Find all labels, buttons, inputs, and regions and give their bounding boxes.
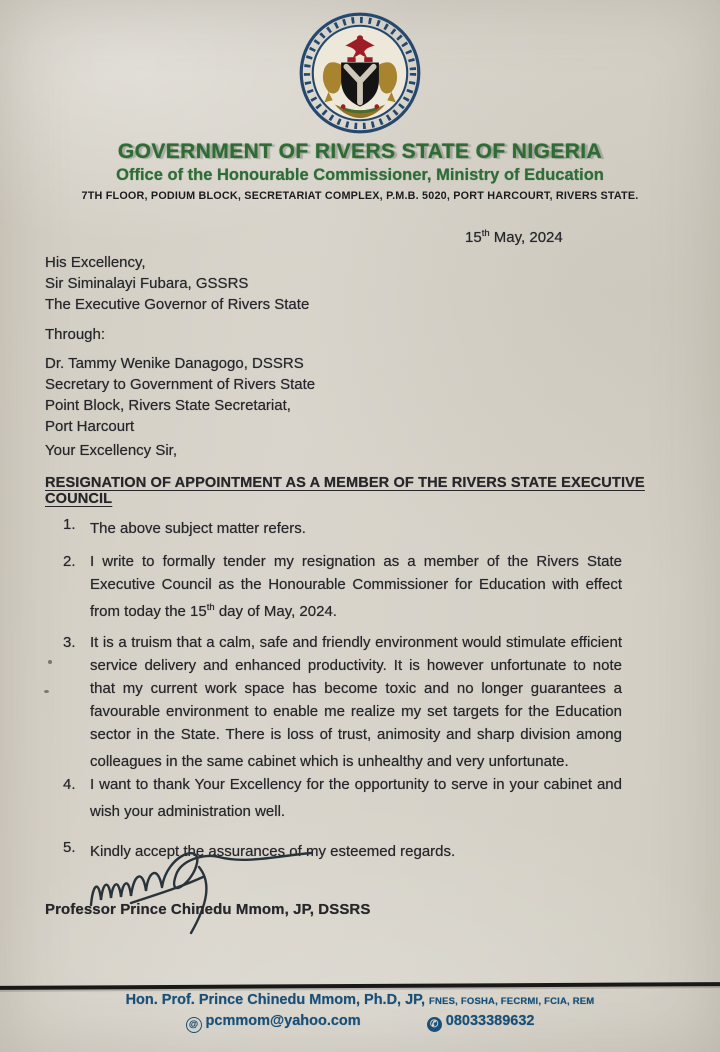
salutation: Your Excellency Sir,	[45, 442, 178, 459]
date-rest: May, 2024	[489, 229, 563, 246]
item-number: 2.	[63, 553, 76, 570]
through-line: Point Block, Rivers State Secretariat,	[45, 397, 291, 414]
item-text-pre: It is a truism that a calm, safe and friendly environment would stimulate efficient service delivery and enhanced productivity. It is however unfortunate to note that my current work space has become toxic and no longer guarantees a favourable environment to enable me realize my set targets for the Education sector in the State. There is loss of trust, animosity and sharp division among colleagues in the same cabinet which is unhealthy and very unfortunate.	[90, 634, 622, 770]
footer-contact-line	[0, 1013, 720, 1033]
item-text-pre: The above subject matter refers.	[90, 520, 306, 537]
list-item	[63, 773, 622, 823]
item-text-pre: Kindly accept the assurances of my esteemed regards.	[90, 843, 456, 860]
through-line: Secretary to Government of Rivers State	[45, 376, 316, 393]
item-number: 4.	[63, 776, 76, 793]
footer-email: pcmmom@yahoo.com	[205, 1013, 361, 1029]
through-label: Through:	[45, 326, 106, 343]
item-text	[90, 513, 622, 540]
subject-line: RESIGNATION OF APPOINTMENT AS A MEMBER OF THE RIVERS STATE EXECUTIVE COUNCIL	[45, 475, 645, 507]
through-line: Port Harcourt	[45, 418, 135, 435]
footer-divider	[0, 982, 720, 989]
recipient-line: The Executive Governor of Rivers State	[45, 296, 310, 313]
signer-name: Professor Prince Chinedu Mmom, JP, DSSRS	[45, 901, 371, 918]
letterhead-office: Office of the Honourable Commissioner, Ministry of Education	[116, 166, 604, 184]
signature-scribble-icon	[85, 843, 320, 938]
item-text	[90, 550, 622, 623]
through-line: Dr. Tammy Wenike Danagogo, DSSRS	[45, 355, 304, 372]
nigeria-coat-of-arms-icon	[297, 10, 423, 136]
date-day: 15	[465, 229, 482, 246]
item-text-sup: th	[206, 602, 215, 613]
footer-name: Hon. Prof. Prince Chinedu Mmom, Ph.D, JP,	[125, 992, 430, 1008]
item-text	[90, 773, 622, 823]
letterhead-address: 7TH FLOOR, PODIUM BLOCK, SECRETARIAT COMPLEX, P.M.B. 5020, PORT HARCOURT, RIVERS STATE.	[81, 190, 639, 202]
phone-icon: ✆	[427, 1017, 442, 1032]
footer-name-line	[0, 992, 720, 1008]
letter-date	[465, 228, 563, 246]
recipient-line: Sir Siminalayi Fubara, GSSRS	[45, 275, 249, 292]
footer-phone: 08033389632	[445, 1013, 535, 1029]
letterhead-org-name: GOVERNMENT OF RIVERS STATE OF NIGERIA	[117, 140, 603, 163]
list-item	[63, 513, 622, 540]
item-text-pre: I write to formally tender my resignation as a member of the Rivers State Executive Council as the Honourable Commissioner for Education with effect from today the 15	[90, 553, 622, 620]
email-icon: @	[186, 1017, 202, 1033]
footer-credentials: FNES, FOSHA, FECRMI, FCIA, REM	[429, 996, 595, 1007]
item-text-pre: I want to thank Your Excellency for the opportunity to serve in your cabinet and wish your administration well.	[90, 776, 622, 820]
recipient-line: His Excellency,	[45, 254, 146, 271]
item-number: 5.	[63, 839, 76, 856]
item-number: 3.	[63, 634, 76, 651]
item-text	[90, 631, 622, 773]
scan-artifact	[48, 660, 52, 664]
list-item	[63, 631, 622, 773]
item-number: 1.	[63, 516, 76, 533]
date-ordinal: th	[481, 228, 490, 239]
scan-artifact	[44, 690, 49, 693]
item-text-post: day of May, 2024.	[214, 603, 337, 620]
list-item	[63, 550, 622, 623]
